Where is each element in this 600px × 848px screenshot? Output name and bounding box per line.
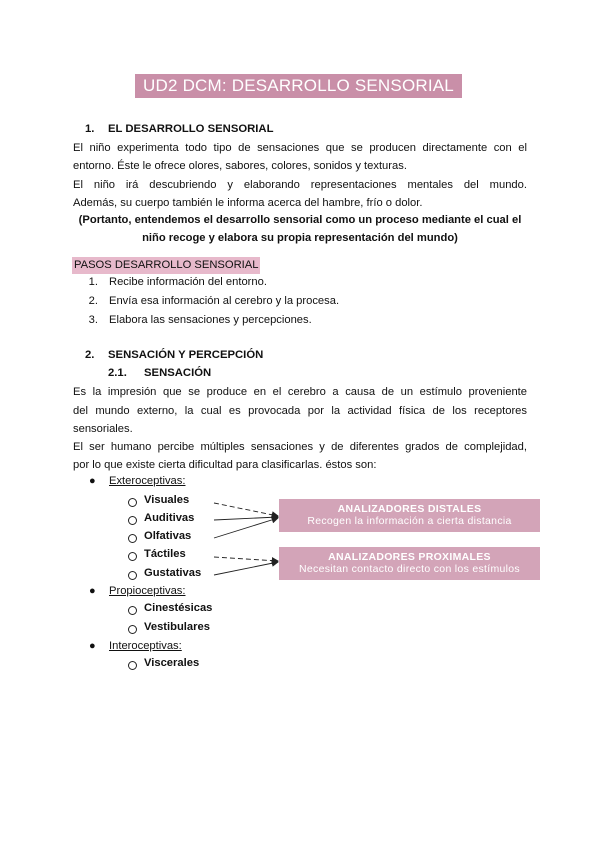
- item-auditivas: Auditivas: [144, 512, 195, 524]
- page-title: UD2 DCM: DESARROLLO SENSORIAL: [135, 74, 462, 98]
- bullet-icon: ●: [89, 585, 96, 597]
- pasos-num-2: 2.: [88, 295, 98, 307]
- pasos-num-3: 3.: [88, 314, 98, 326]
- item-tactiles: Táctiles: [144, 548, 186, 560]
- bullet-icon: ●: [89, 640, 96, 652]
- section1-line2: entorno. Éste le ofrece olores, sabores, colores, sonidos y texturas.: [73, 160, 407, 172]
- section2-line3: sensoriales.: [73, 423, 133, 435]
- section2-line2: del mundo externo, la cual es provocada por la actividad física de los receptores: [73, 405, 527, 417]
- interoceptivas-label: Interoceptivas:: [109, 640, 182, 652]
- proximales-title: ANALIZADORES PROXIMALES: [328, 551, 491, 563]
- section1-line4: Además, su cuerpo también le informa acerca del hambre, frío o dolor.: [73, 197, 423, 209]
- section1-heading: EL DESARROLLO SENSORIAL: [108, 123, 274, 135]
- section1-line3: El niño irá descubriendo y elaborando representaciones mentales del mundo.: [73, 179, 527, 191]
- item-vestibulares: Vestibulares: [144, 621, 210, 633]
- pasos-heading: PASOS DESARROLLO SENSORIAL: [72, 257, 260, 274]
- distales-title: ANALIZADORES DISTALES: [337, 503, 482, 515]
- arrow-tactiles: [214, 557, 278, 561]
- arrow-auditivas: [214, 517, 278, 520]
- item-cinestesicas: Cinestésicas: [144, 602, 213, 614]
- section1-line1: El niño experimenta todo tipo de sensaciones que se producen directamente con el: [73, 142, 527, 154]
- section2-sub-heading: SENSACIÓN: [144, 367, 212, 379]
- distales-subtitle: Recogen la información a cierta distancia: [307, 515, 512, 527]
- section2-line5: por lo que existe cierta dificultad para clasificarlas. éstos son:: [73, 459, 377, 471]
- section1-number: 1.: [85, 123, 95, 135]
- exteroceptivas-label: Exteroceptivas:: [109, 475, 186, 487]
- arrow-olfativas: [214, 518, 278, 538]
- pasos-num-1: 1.: [88, 276, 98, 288]
- section2-sub-number: 2.1.: [108, 367, 127, 379]
- item-gustativas: Gustativas: [144, 567, 202, 579]
- section2-line4: El ser humano percibe múltiples sensaciones y de diferentes grados de complejidad,: [73, 441, 527, 453]
- section2-number: 2.: [85, 349, 95, 361]
- pasos-item-1: Recibe información del entorno.: [109, 276, 267, 288]
- section2-line1: Es la impresión que se produce en el cerebro a causa de un estímulo proveniente: [73, 386, 527, 398]
- bullet-icon: ●: [89, 475, 96, 487]
- arrow-visuales: [214, 503, 278, 516]
- proximales-subtitle: Necesitan contacto directo con los estímulos: [299, 563, 520, 575]
- propioceptivas-label: Propioceptivas:: [109, 585, 186, 597]
- section2-heading: SENSACIÓN Y PERCEPCIÓN: [108, 349, 264, 361]
- section1-bold-line2: niño recoge y elabora su propia representación del mundo): [142, 232, 458, 244]
- arrow-gustativas: [214, 562, 278, 575]
- pasos-item-2: Envía esa información al cerebro y la procesa.: [109, 295, 340, 307]
- item-olfativas: Olfativas: [144, 530, 192, 542]
- item-visuales: Visuales: [144, 494, 190, 506]
- item-viscerales: Viscerales: [144, 657, 200, 669]
- pasos-item-3: Elabora las sensaciones y percepciones.: [109, 314, 312, 326]
- section1-bold-line1: (Portanto, entendemos el desarrollo sensorial como un proceso mediante el cual el: [78, 214, 522, 226]
